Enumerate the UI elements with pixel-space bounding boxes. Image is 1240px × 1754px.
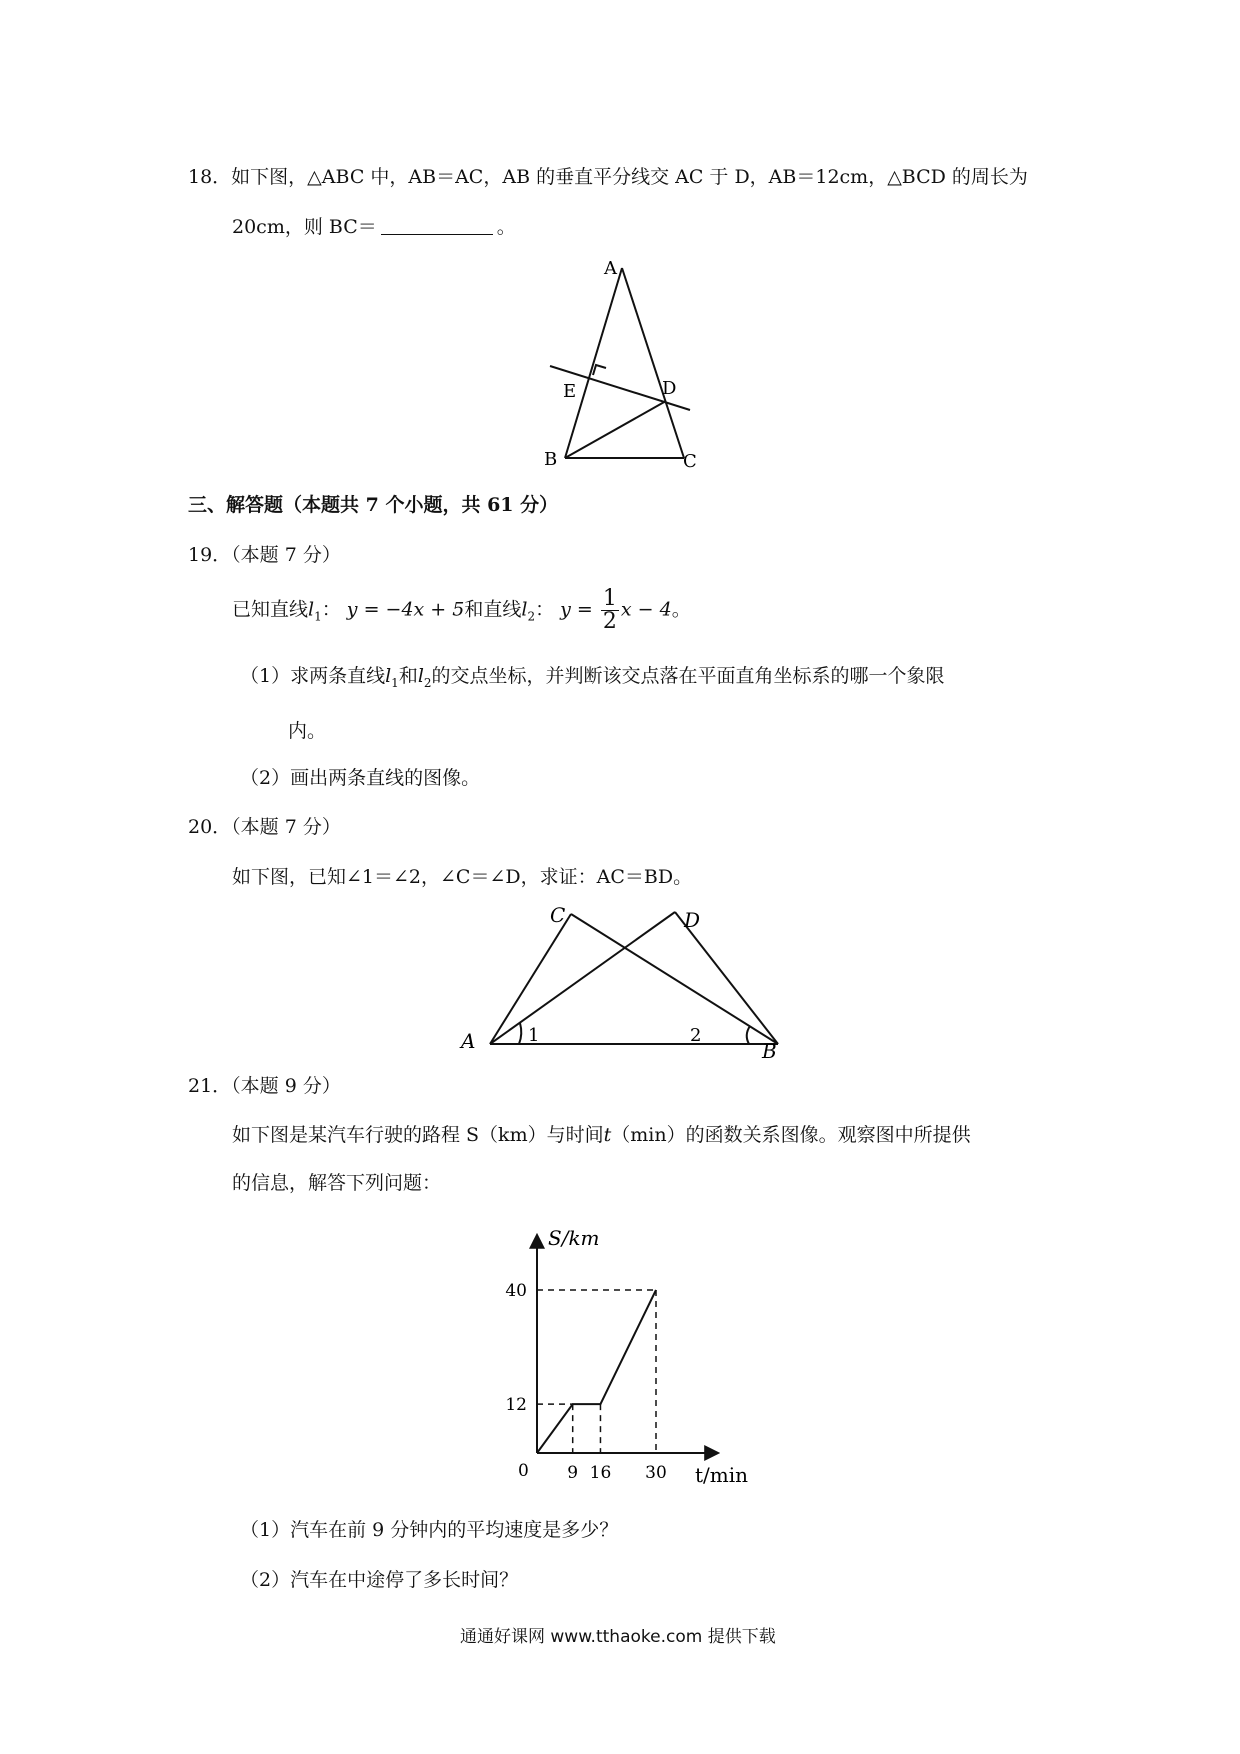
q21-number: 21．（本题 9 分） (188, 1075, 341, 1097)
label-a: A (604, 258, 617, 279)
fraction-numerator: 1 (602, 586, 617, 611)
segment-ad (490, 912, 675, 1044)
x-axis-label: t/min (695, 1463, 749, 1487)
q21-stem-line2: 的信息，解答下列问题： (232, 1172, 442, 1194)
q21-part2: （2）汽车在中途停了多长时间？ (240, 1569, 519, 1591)
angle-2-arc (747, 1026, 750, 1044)
q20-number: 20．（本题 7 分） (188, 816, 341, 838)
right-angle-mark (593, 365, 606, 375)
label-b: B (762, 1039, 777, 1060)
equation-l2-left: y = (560, 598, 593, 621)
q18-triangle-figure (540, 255, 720, 475)
y-tick-label: 40 (505, 1281, 527, 1301)
series-line (537, 1290, 656, 1453)
equation-l2-right: x − 4 (620, 598, 672, 621)
origin-label: 0 (518, 1461, 529, 1481)
l1-subscript-p1: 1 (391, 675, 399, 690)
side-ac (622, 268, 684, 458)
footer-text: 通通好课网 www.tthaoke.com 提供下载 (460, 1627, 776, 1647)
q19-number: 19．（本题 7 分） (188, 544, 341, 566)
q19-colon: ： (321, 598, 341, 621)
q21-stem-text-a: 如下图是某汽车行驶的路程 S（km）与时间 (232, 1124, 604, 1146)
fraction-denominator: 2 (602, 609, 617, 634)
x-tick-label: 9 (567, 1463, 579, 1483)
q19-part1-and: 和 (398, 665, 418, 687)
label-e: E (563, 381, 577, 402)
x-tick-label: 16 (589, 1463, 612, 1483)
y-axis-label: S/km (548, 1226, 600, 1250)
section-heading: 三、解答题（本题共 7 个小题，共 61 分） (188, 494, 559, 516)
angle-1-label: 1 (528, 1025, 540, 1046)
q19-colon-2: ： (535, 598, 555, 621)
label-d: D (684, 908, 701, 932)
q19-stem-text: 已知直线 (232, 598, 309, 621)
q18-line2 (232, 212, 516, 239)
q21-part1: （1）汽车在前 9 分钟内的平均速度是多少？ (240, 1519, 619, 1541)
q20-triangles-figure (455, 900, 785, 1060)
l1-symbol-p1: l (385, 665, 392, 687)
label-c: C (550, 903, 566, 927)
q19-part2: （2）画出两条直线的图像。 (240, 767, 481, 789)
y-tick-label: 12 (505, 1395, 527, 1416)
l1-subscript: 1 (314, 609, 322, 624)
label-a: A (461, 1029, 476, 1053)
q19-part1-text-a: （1）求两条直线 (240, 665, 386, 687)
x-tick-label: 30 (645, 1463, 667, 1483)
label-d: D (662, 378, 677, 399)
q21-stem-line1 (232, 1120, 971, 1147)
q18-line1: 18．如下图，△ABC 中，AB＝AC，AB 的垂直平分线交 AC 于 D，AB＝12cm，△BCD 的周长为 (188, 166, 1028, 188)
l1-symbol: l (308, 598, 315, 621)
q18-line2-end: 。 (496, 216, 516, 238)
label-c: C (683, 451, 697, 472)
q19-part1-cont: 内。 (288, 720, 327, 742)
segment-cb (571, 914, 778, 1044)
fraction-one-half (601, 588, 619, 633)
answer-blank (381, 216, 493, 235)
q19-end: 。 (671, 598, 691, 621)
q19-part1 (240, 661, 945, 690)
l2-symbol-p1: l (417, 665, 424, 687)
q19-and-text: 和直线 (464, 598, 522, 621)
l2-subscript-p1: 2 (423, 675, 432, 690)
q18-line2-text: 20cm，则 BC＝ (232, 216, 377, 238)
label-b: B (544, 449, 558, 470)
side-ab (565, 268, 622, 458)
q19-part1-text-b: 的交点坐标，并判断该交点落在平面直角坐标系的哪一个象限 (431, 665, 945, 687)
q19-stem (232, 588, 691, 633)
equation-l1: y = −4x + 5 (346, 598, 465, 621)
t-symbol: t (603, 1124, 612, 1146)
angle-1-arc (519, 1023, 521, 1044)
l2-symbol: l (521, 598, 528, 621)
q21-stem-text-b: （min）的函数关系图像。观察图中所提供 (611, 1124, 971, 1146)
angle-2-label: 2 (690, 1025, 702, 1046)
distance-time-chart (490, 1210, 770, 1490)
l2-subscript: 2 (527, 609, 536, 624)
q20-stem: 如下图，已知∠1＝∠2，∠C＝∠D，求证：AC＝BD。 (232, 866, 693, 888)
